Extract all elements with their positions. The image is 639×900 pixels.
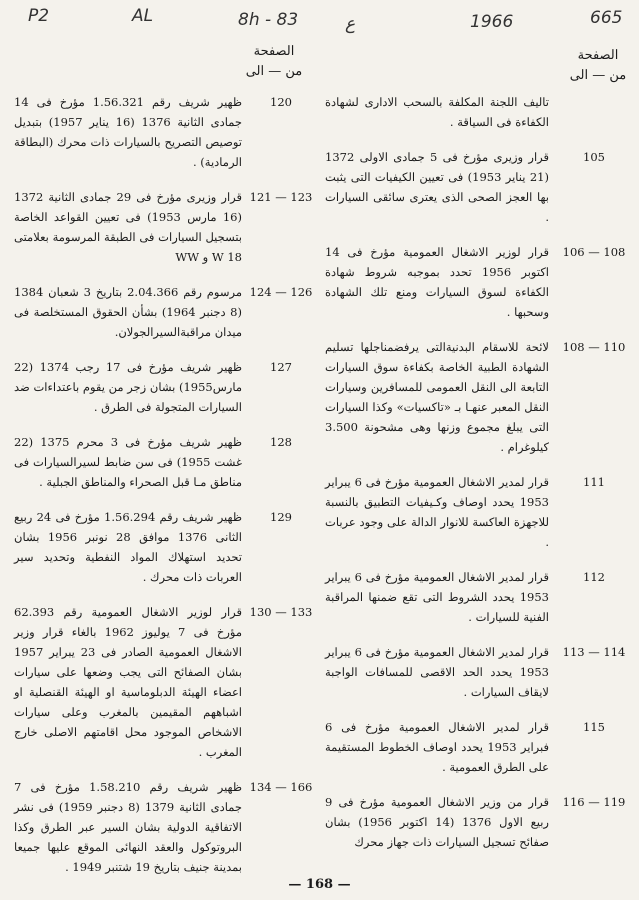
entry-text: قرار لمدير الاشغال العمومية مؤرخ فى 6 يبراير 1953 يحدد الشروط التى تقع ضمنها المراقبة الفنية للسيارات . xyxy=(325,570,549,624)
list-item xyxy=(14,92,314,172)
list-item xyxy=(325,567,627,627)
entry-text: قرار لوزير الاشغال العمومية مؤرخ فى 14 اكتوبر 1956 تحدد بموجبه شروط شهادة الكفاءة لسوق السيارات ومنع تلك الشهادة وسحبها . xyxy=(325,245,549,319)
entry-text: ظهير شريف مؤرخ فى 3 محرم 1375 (22 غشت 1955) فى سن ضابط لسيرالسيارات فى مناطق مـا قبل الصحراء والمناطق الجبلية . xyxy=(14,435,242,489)
handwritten-note-6: 665 xyxy=(590,8,623,28)
list-item xyxy=(14,507,314,587)
page-range-heading: من — الى xyxy=(569,68,627,83)
handwritten-note-3: 8h - 83 xyxy=(238,10,299,30)
list-item xyxy=(14,602,314,762)
entry-text: ظهير شريف رقم 1.58.210 مؤرخ فى 7 جمادى الثانية 1379 (8 دجنبر 1959) فى نشر الاتفاقية الدولية بشان السير عبر الطرق وكذا البروتوكول والعقد النهائى الموقع عليها جميعا بمدينة جنيف بتاريخ 19 شتنبر 1949 . xyxy=(14,780,242,874)
entry-text: قرار لمدير الاشغال العمومية مؤرخ فى 6 فبراير 1953 يحدد اوصاف الخطوط المستقيمة على الطرق العمومية . xyxy=(325,720,549,774)
list-item xyxy=(325,92,627,132)
list-item xyxy=(325,242,627,322)
entry-pages: 115 xyxy=(583,720,605,734)
entry-pages: 134 — 166 xyxy=(249,780,313,794)
left-column xyxy=(14,92,314,892)
entry-pages: 124 — 126 xyxy=(249,285,313,299)
entry-text: قرار من وزير الاشغال العمومية مؤرخ فى 9 ربيع الاول 1376 (14 اكتوبر 1956) بشان صفائح تسجيل السيارات ذات جهاز محرك xyxy=(325,795,549,849)
list-item xyxy=(14,432,314,492)
entry-pages: 121 — 123 xyxy=(249,190,313,204)
entry-pages: 116 — 119 xyxy=(562,795,626,809)
entry-text: قرار وزيرى مؤرخ فى 29 جمادى الثانية 1372 (16 مارس 1953) فى تعيين القواعد الخاصة بتسجيل السيارات فى الطبقة المرسومة بعلامتى W 18 و WW xyxy=(14,190,242,264)
entry-pages: 128 xyxy=(270,435,292,449)
entry-text: تاليف اللجنة المكلفة بالسحب الادارى لشهادة الكفاءة فى السياقة . xyxy=(325,95,549,129)
entry-text: قرار لوزير الاشغال العمومية رقم 62.393 مؤرخ فى 7 يوليوز 1962 بالغاء قرار وزير الاشغال العمومية الصادر فى 23 يبراير 1957 بشان الصفائح التى يجب وضعها على سيارات اعضاء الهيئة الدبلوماسية او الهيئة القنصلية او اشباههم المقيمين بالمغرب وعلى سيارات الاشخاص الموجود محل اقامتهم الاصلى خارج المغرب . xyxy=(14,605,243,759)
handwritten-note-1: P2 xyxy=(28,6,50,26)
entry-pages: 130 — 133 xyxy=(249,605,313,619)
entry-text: ظهير شريف رقم 1.56.321 مؤرخ فى 14 جمادى الثانية 1376 (16 يناير 1957) بتبديل توصيص التصريح بالسيارات ذات محرك (البطاقة الرمادية) . xyxy=(14,95,242,169)
entry-text: ظهير شريف مؤرخ فى 17 رجب 1374 (22 مارس1955) بشان زجر من يقوم باعتداءات ضد السيارات المتجولة فى الطرق . xyxy=(14,360,242,414)
entry-text: قرار لمدير الاشغال العمومية مؤرخ فى 6 يبراير 1953 يحدد الحد الاقصى للمسافات الواجبة لايقاف السيارات . xyxy=(325,645,549,699)
entry-text: قرار وزيرى مؤرخ فى 5 جمادى الاولى 1372 (21 يناير 1953) فى تعيين الكيفيات التى يثبت بها العجز الصحى الذى يعترى سائقى السيارات . xyxy=(325,150,550,224)
entry-pages: 111 xyxy=(583,475,605,489)
right-column-header xyxy=(560,46,636,86)
entry-pages: 105 xyxy=(583,150,605,164)
page-range-heading: من — الى xyxy=(245,64,303,79)
list-item xyxy=(325,792,627,852)
right-column xyxy=(325,92,627,867)
list-item xyxy=(14,187,314,267)
entry-pages: 108 — 110 xyxy=(562,340,626,354)
list-item xyxy=(14,282,314,342)
entry-text: قرار لمدير الاشغال العمومية مؤرخ فى 6 يبراير 1953 يحدد اوصاف وكـيفيات التطبيق بالنسبة للاجهزة العاكسة للانوار الدالة على وجود عربات . xyxy=(325,475,549,549)
list-item xyxy=(325,147,627,227)
entry-pages: 113 — 114 xyxy=(562,645,626,659)
entry-text: لائحة للاسقام البدنيةالتى يرفضمناجلها تسليم الشهادة الطبية الخاصة بكفاءة سوق السيارات التابعة الى النقل العمومى للمسافرين وسيارات النقل المعبر عنهـا بـ «تاكسيات» وكذا السيارات التى يبلغ مجموع وزنها وهى مشحونة 3.500 كيلوغرام . xyxy=(325,340,549,454)
entry-pages: 129 xyxy=(270,510,292,524)
page-heading: الصفحة xyxy=(253,44,295,59)
entry-pages: 112 xyxy=(583,570,605,584)
list-item xyxy=(325,717,627,777)
list-item xyxy=(14,777,314,877)
entry-pages: 106 — 108 xyxy=(562,245,626,259)
handwritten-note-5: 1966 xyxy=(470,12,514,32)
list-item xyxy=(14,357,314,417)
page-heading: الصفحة xyxy=(577,48,619,63)
entry-text: ظهير شريف رقم 1.56.294 مؤرخ فى 24 ربيع الثانى 1376 موافق 28 نونبر 1956 بشان تحديد استهلاك المواد النفطية وتحديد سير العربات ذات محرك . xyxy=(14,510,242,584)
entry-pages: 127 xyxy=(270,360,292,374)
list-item xyxy=(325,472,627,552)
list-item xyxy=(325,642,627,702)
list-item xyxy=(325,337,627,457)
left-column-header xyxy=(236,42,312,82)
handwritten-note-2: AL xyxy=(132,6,154,26)
entry-pages: 120 xyxy=(270,95,292,109)
handwritten-note-4: ع xyxy=(345,14,356,34)
page-number: — 168 — xyxy=(288,877,351,892)
entry-text: مرسوم رقم 2.04.366 بتاريخ 3 شعبان 1384 (8 دجنبر 1964) بشأن الحقوق المستخلصة فى ميدان مراقبةالسيرالجولان. xyxy=(14,285,242,339)
